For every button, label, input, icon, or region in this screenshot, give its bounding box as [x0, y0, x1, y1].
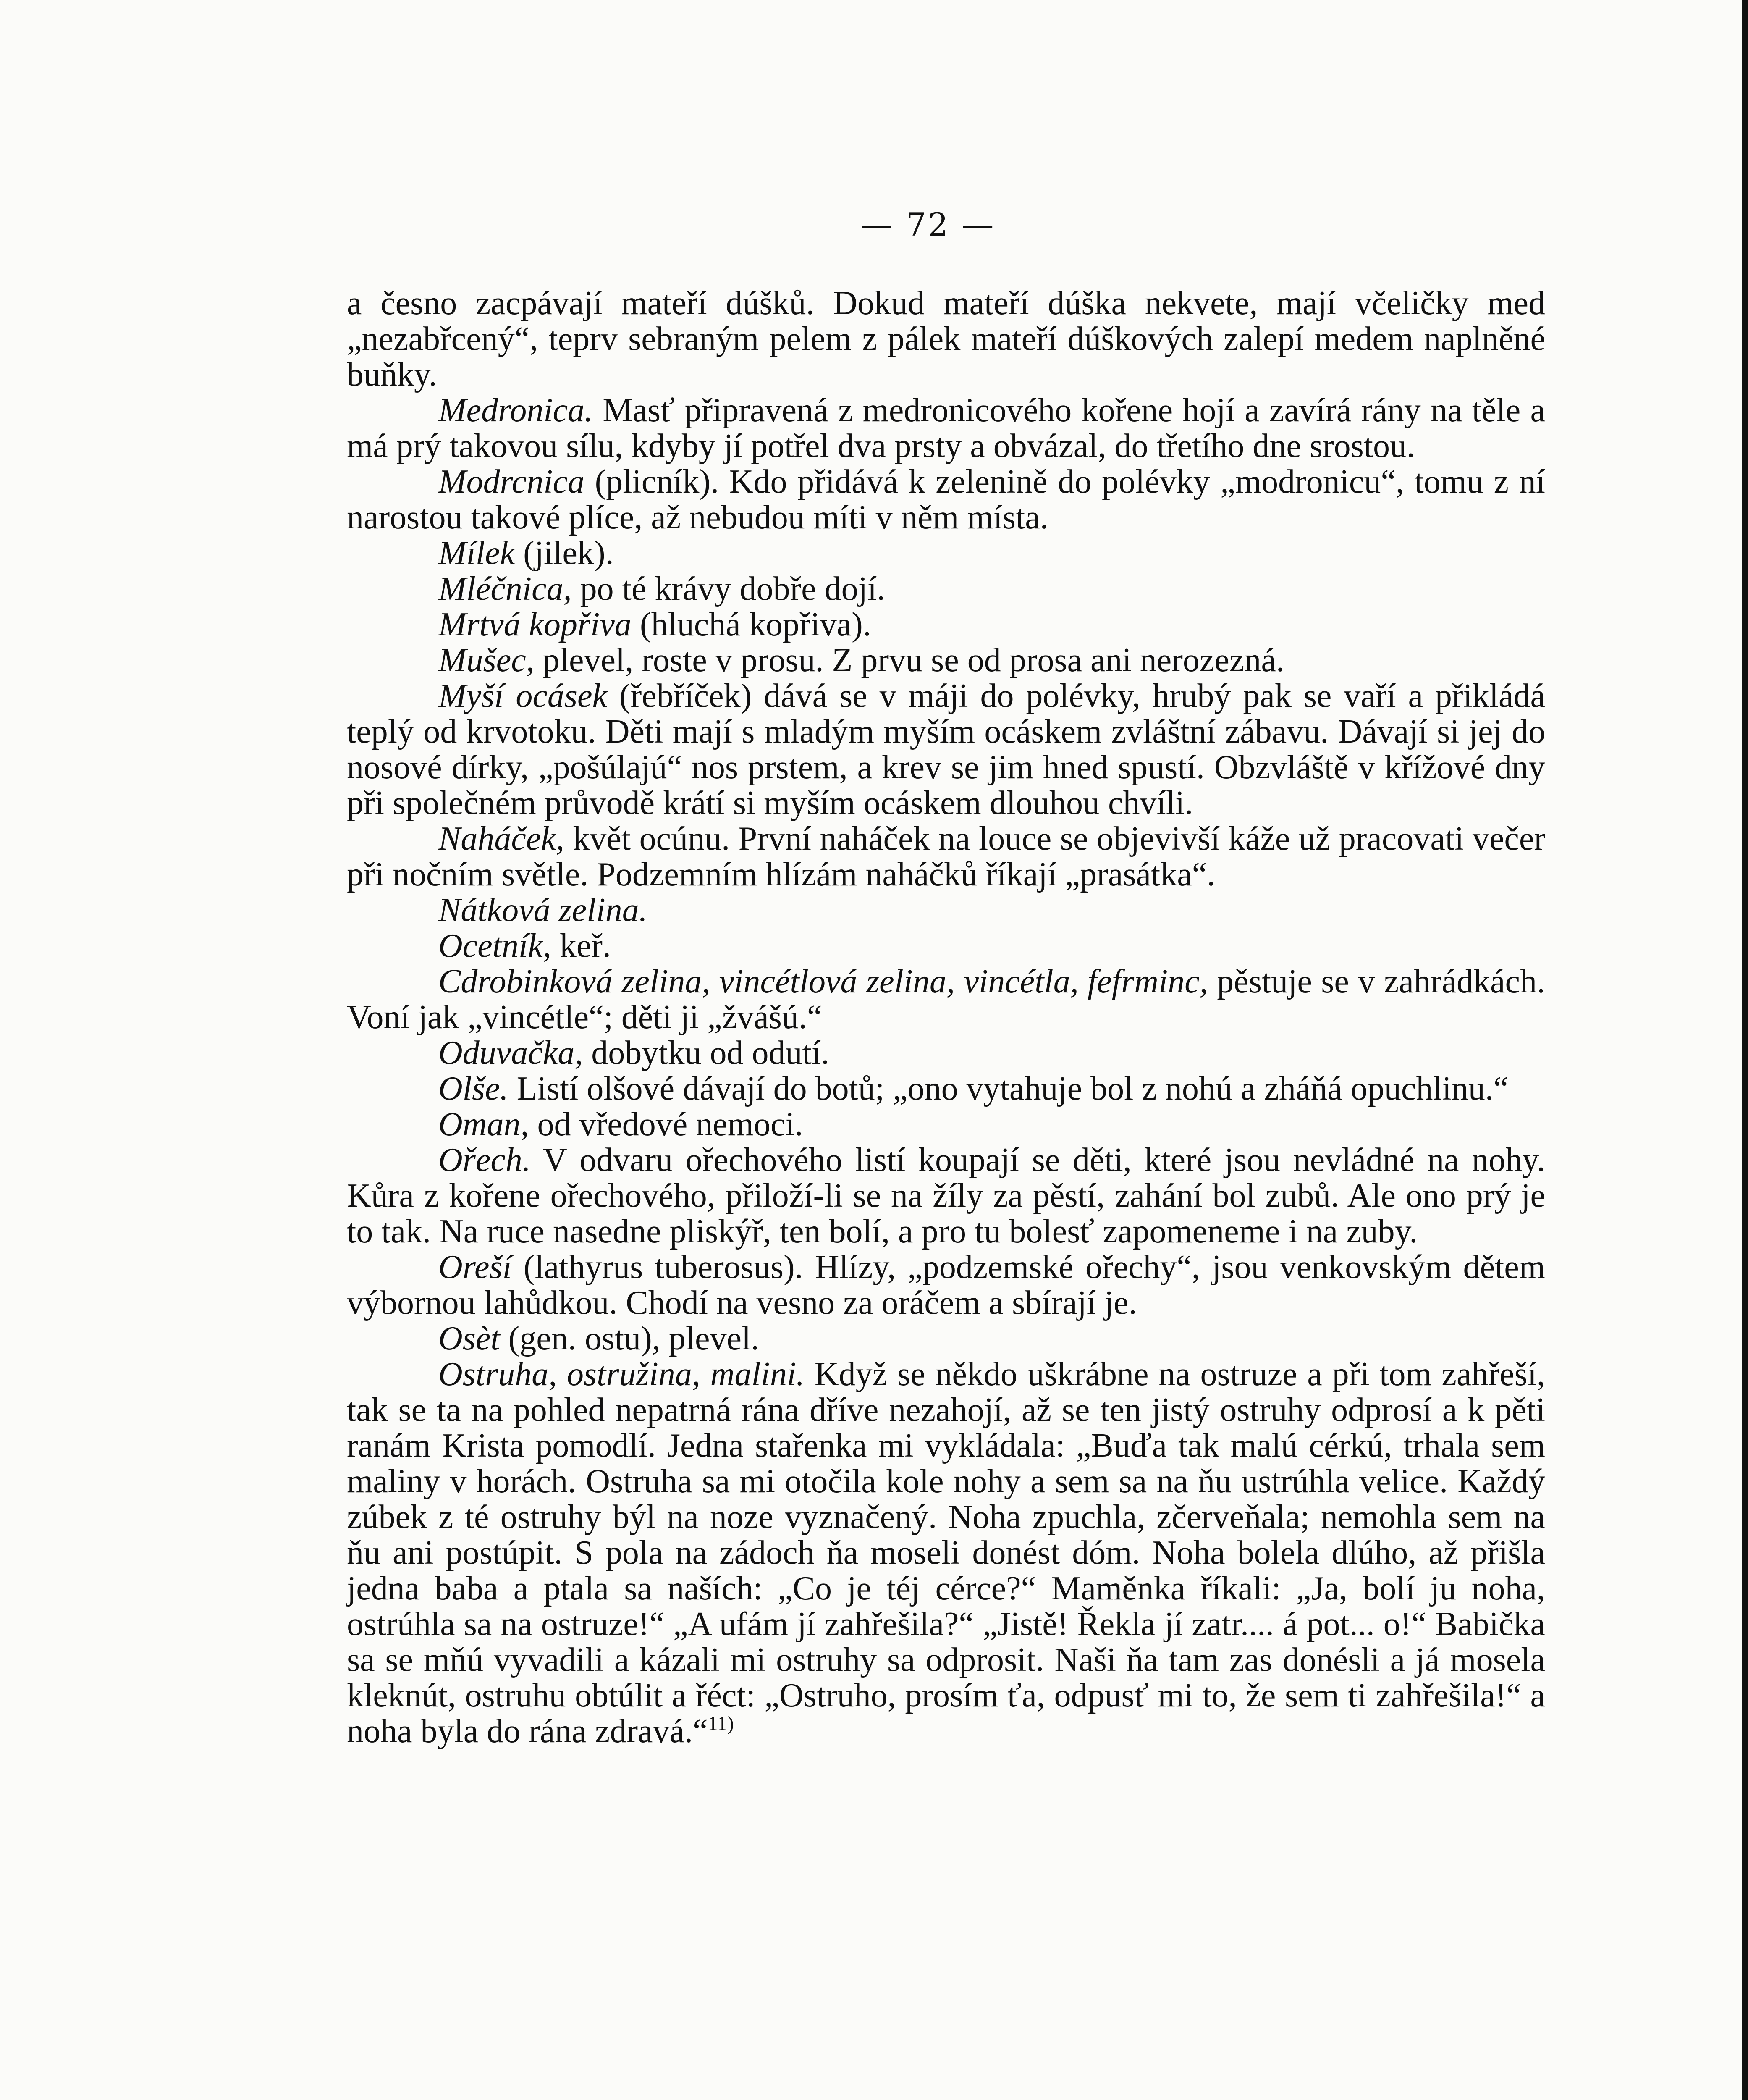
entry-oresi [347, 1250, 1545, 1321]
footnote-reference: 11) [708, 1712, 734, 1735]
entry-text: keř. [551, 927, 611, 964]
entry-term: Cdrobinková zelina, vincétlová zelina, vincétla, fefrminc, [438, 963, 1208, 1000]
entry-term: Ocetník, [438, 927, 551, 964]
entry-term: Oduvačka, [438, 1034, 583, 1071]
entry-oman [347, 1107, 1545, 1142]
entry-text: (hluchá kopřiva). [631, 606, 871, 643]
entry-text: Masť připravená z medronicového kořene hojí a zavírá rány na těle a má prý takovou sílu, kdyby jí potřel dva prsty a obvázal, do třetího dne srostou. [347, 392, 1545, 465]
entry-text: plevel, roste v prosu. Z prvu se od prosa ani nerozezná. [534, 642, 1284, 679]
entry-text: dobytku od odutí. [583, 1034, 829, 1071]
entry-text: (řebříček) dává se v máji do polévky, hrubý pak se vaří a přikládá teplý od krvotoku. Děti mají s mladým myším ocáskem zvláštní zábavu. Dávají si jej do nosové dírky, „pošúlajú“ nos prstem, a krev se jim hned spustí. Obzvláště v křížové dny při společném průvodě krátí si myším ocáskem dlouhou chvíli. [347, 677, 1545, 822]
entry-ostruha [347, 1357, 1545, 1749]
entry-mlecnica [347, 571, 1545, 607]
entry-term: Mušec, [438, 642, 535, 679]
entry-text: květ ocúnu. První naháček na louce se objevivší káže už pracovati večer při nočním světle. Podzemním hlízám naháčků říkají „prasátka“. [347, 820, 1545, 893]
entry-term: Ořech. [438, 1142, 531, 1179]
entry-term: Nátková zelina. [438, 892, 647, 929]
entry-text: (plicník). Kdo přidává k zelenině do polévky „modronicu“, tomu z ní narostou takové plíce, až nebudou míti v něm místa. [347, 463, 1545, 536]
entry-text: pěstuje se v zahrádkách. Voní jak „vincétle“; děti ji „žvášú.“ [347, 963, 1546, 1036]
entry-term: Naháček, [438, 820, 564, 857]
entry-term: Osèt [438, 1320, 500, 1357]
entry-musec [347, 643, 1545, 678]
entry-medronica [347, 393, 1545, 464]
entry-text: Listí olšové dávají do botů; „ono vytahuje bol z nohú a zháňá opuchlinu.“ [508, 1070, 1509, 1107]
entry-text: po té krávy dobře dojí. [571, 570, 886, 607]
entry-ocetnik [347, 928, 1545, 964]
entry-text: V odvaru ořechového listí koupají se děti, které jsou nevládné na nohy. Kůra z kořene ořechového, přiloží-li se na žíly za pěstí, zahání bol zubů. Ale ono prý je to tak. Na ruce nasedne pliskýř, ten bolí, a pro tu bolesť zapomeneme i na zuby. [347, 1142, 1545, 1250]
entry-term: Modrcnica [438, 463, 585, 500]
entry-mysi-ocasek [347, 678, 1545, 821]
entry-text: od vředové nemoci. [529, 1106, 803, 1143]
entry-text: (lathyrus tuberosus). Hlízy, „podzemské ořechy“, jsou venkovským dětem výbornou lahůdkou. Chodí na vesno za oráčem a sbírají je. [347, 1249, 1545, 1321]
entry-odrobinkova-zelina [347, 964, 1545, 1035]
entry-term: Olše. [438, 1070, 508, 1107]
entry-term: Oman, [438, 1106, 529, 1143]
entry-olse [347, 1071, 1545, 1107]
entry-text: a česno zacpávají mateří dúšků. Dokud mateří dúška nekvete, mají včeličky med „nezabřcený“, teprv sebraným pelem z pálek mateří dúškových zalepí medem naplněné buňky. [347, 285, 1545, 393]
entry-text: Když se někdo uškrábne na ostruze a při tom zahřeší, tak se ta na pohled nepatrná rána dříve nezahojí, až se ten jistý ostruhy odprosí a k pěti ranám Krista pomodlí. Jedna stařenka mi vykládala: „Buďa tak malú cérkú, trhala sem maliny v horách. Ostruha sa mi otočila kole nohy a sem sa na ňu ustrúhla velice. Každý zúbek z té ostruhy býl na noze vyznačený. Noha zpuchla, zčerveňala; nemohla sem na ňu ani postúpit. S pola na zádoch ňa moseli donést dóm. Noha bolela dlúho, až přišla jedna baba a ptala sa naších: „Co je téj cérce?“ Maměnka říkali: „Ja, bolí ju noha, ostrúhla sa na ostruze!“ „A ufám jí zahřešila?“ „Jistě! Řekla jí zatr.... á pot... o!“ Babička sa se mňú vyvadili a kázali mi ostruhy sa odprosit. Naši ňa tam zas donésli a já mosela kleknút, ostruhu obtúlit a řéct: „Ostruho, prosím ťa, odpusť mi to, že sem ti zahřešila!“ a noha byla do rána zdravá.“ [347, 1356, 1545, 1750]
entry-term: Oreší [438, 1249, 512, 1286]
entry-natkova-zelina [347, 892, 1545, 928]
entry-term: Ostruha, ostružina, malini. [438, 1356, 805, 1393]
entry-term: Mléčnica, [438, 570, 572, 607]
entry-term: Medronica. [438, 392, 593, 429]
entry-text: (gen. ostu), plevel. [500, 1320, 760, 1357]
entry-term: Mrtvá kopřiva [438, 606, 632, 643]
entry-mrtva-kopriva [347, 607, 1545, 643]
body-text [347, 286, 1545, 1749]
entry-orech [347, 1142, 1545, 1250]
entry-modronica [347, 464, 1545, 536]
entry-nahacek [347, 821, 1545, 892]
entry-oset [347, 1321, 1545, 1357]
entry-term: Myší ocásek [438, 677, 608, 714]
entry-oduvacka [347, 1035, 1545, 1071]
entry-term: Mílek [438, 535, 515, 572]
page-number: — 72 — [860, 206, 996, 243]
entry-text: (jilek). [515, 535, 614, 572]
entry-continuation [347, 286, 1545, 393]
entry-milek [347, 536, 1545, 571]
